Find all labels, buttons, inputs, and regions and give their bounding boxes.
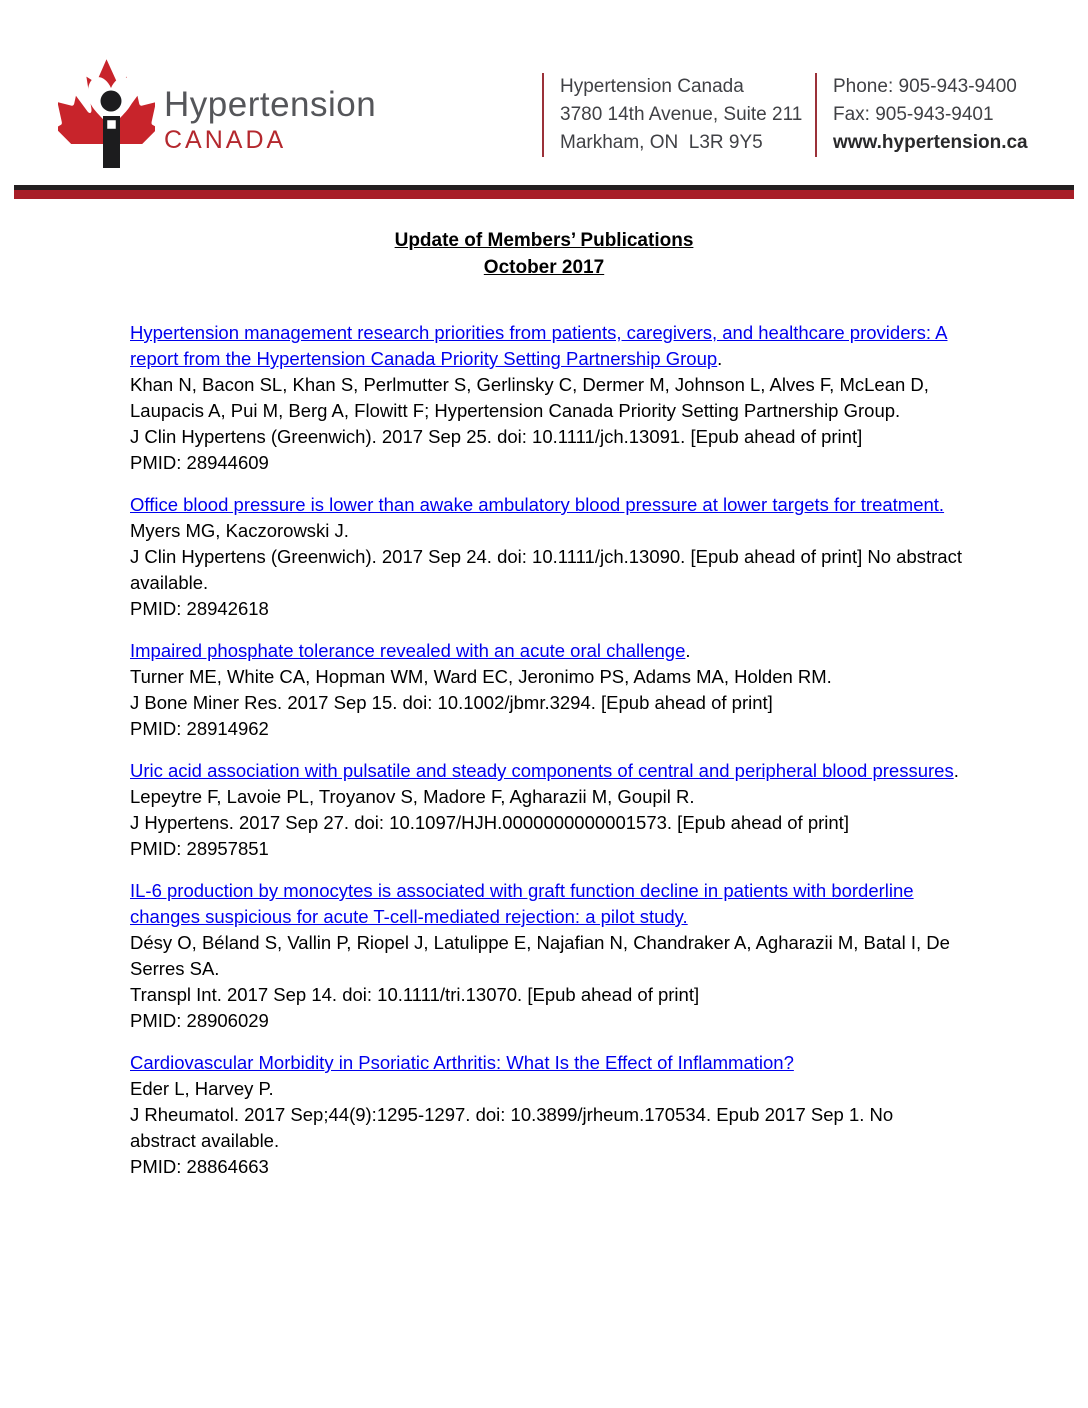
publication-pmid: PMID: 28942618: [130, 598, 269, 619]
publication-title-link[interactable]: IL-6 production by monocytes is associated with graft function decline in patients with borderline changes suspicious for acute T-cell-mediated rejection: a pilot study.: [130, 880, 914, 927]
document-title-line2: October 2017: [483, 257, 605, 278]
publication-entry: [130, 878, 963, 1034]
document-title: [0, 227, 1088, 281]
hypertension-canada-logo: [56, 56, 376, 170]
publication-title-link[interactable]: Hypertension management research priorities from patients, caregivers, and healthcare providers: A report from the Hypertension Canada Priority Setting Partnership Group: [130, 322, 948, 369]
publication-citation: Transpl Int. 2017 Sep 14. doi: 10.1111/tri.13070. [Epub ahead of print]: [130, 984, 700, 1005]
organization-contact: [815, 73, 1028, 157]
publication-authors: Eder L, Harvey P.: [130, 1078, 274, 1099]
title-punctuation: .: [953, 760, 959, 781]
publication-pmid: PMID: 28944609: [130, 452, 269, 473]
title-punctuation: .: [685, 640, 691, 661]
publication-entry: [130, 492, 963, 622]
publication-pmid: PMID: 28906029: [130, 1010, 269, 1031]
publication-authors: Turner ME, White CA, Hopman WM, Ward EC, Jeronimo PS, Adams MA, Holden RM.: [130, 666, 832, 687]
publication-authors: Khan N, Bacon SL, Khan S, Perlmutter S, Gerlinsky C, Dermer M, Johnson L, Alves F, McLean D, Laupacis A, Pui M, Berg A, Flowitt F; Hypertension Canada Priority Setting Partnership Group.: [130, 374, 929, 421]
publication-entry: [130, 1050, 963, 1180]
organization-address: [542, 73, 802, 157]
publication-title-link[interactable]: Office blood pressure is lower than awake ambulatory blood pressure at lower targets for treatment.: [130, 494, 945, 515]
publication-title-link[interactable]: Cardiovascular Morbidity in Psoriatic Arthritis: What Is the Effect of Inflammation?: [130, 1052, 794, 1073]
publication-entry: [130, 320, 963, 476]
publication-pmid: PMID: 28864663: [130, 1156, 269, 1177]
maple-leaf-logo-icon: [56, 56, 158, 170]
publication-pmid: PMID: 28957851: [130, 838, 269, 859]
contact-phone: Phone: 905-943-9400: [833, 76, 1017, 97]
publication-title-link[interactable]: Impaired phosphate tolerance revealed with an acute oral challenge: [130, 640, 686, 661]
publication-citation: J Hypertens. 2017 Sep 27. doi: 10.1097/HJH.0000000000001573. [Epub ahead of print]: [130, 812, 849, 833]
publication-authors: Myers MG, Kaczorowski J.: [130, 520, 349, 541]
logo-brand-country: CANADA: [164, 126, 287, 154]
divider-red-stripe: [14, 190, 1074, 199]
publication-entry: [130, 758, 963, 862]
document-title-line1: Update of Members’ Publications: [394, 230, 694, 251]
address-street: 3780 14th Avenue, Suite 211: [560, 104, 803, 125]
contact-website: www.hypertension.ca: [833, 132, 1028, 153]
publication-title-link[interactable]: Uric acid association with pulsatile and steady components of central and peripheral blood pressures: [130, 760, 954, 781]
address-org-name: Hypertension Canada: [560, 76, 744, 97]
contact-fax: Fax: 905-943-9401: [833, 104, 994, 125]
publication-citation: J Rheumatol. 2017 Sep;44(9):1295-1297. doi: 10.3899/jrheum.170534. Epub 2017 Sep 1. No abstract available.: [130, 1104, 894, 1151]
logo-brand-name: Hypertension: [164, 85, 377, 124]
header-divider-rule: [14, 185, 1074, 199]
publication-pmid: PMID: 28914962: [130, 718, 269, 739]
publication-citation: J Clin Hypertens (Greenwich). 2017 Sep 25. doi: 10.1111/jch.13091. [Epub ahead of print]: [130, 426, 863, 447]
title-punctuation: .: [717, 348, 723, 369]
publication-authors: Désy O, Béland S, Vallin P, Riopel J, Latulippe E, Najafian N, Chandraker A, Agharazii M, Batal I, De Serres SA.: [130, 932, 950, 979]
publication-citation: J Bone Miner Res. 2017 Sep 15. doi: 10.1002/jbmr.3294. [Epub ahead of print]: [130, 692, 773, 713]
address-city: Markham, ON L3R 9Y5: [560, 132, 763, 153]
publications-list: [130, 320, 963, 1196]
publication-authors: Lepeytre F, Lavoie PL, Troyanov S, Madore F, Agharazii M, Goupil R.: [130, 786, 695, 807]
logo-wordmark: [164, 56, 376, 155]
publication-citation: J Clin Hypertens (Greenwich). 2017 Sep 24. doi: 10.1111/jch.13090. [Epub ahead of print] No abstract available.: [130, 546, 962, 593]
publication-entry: [130, 638, 963, 742]
